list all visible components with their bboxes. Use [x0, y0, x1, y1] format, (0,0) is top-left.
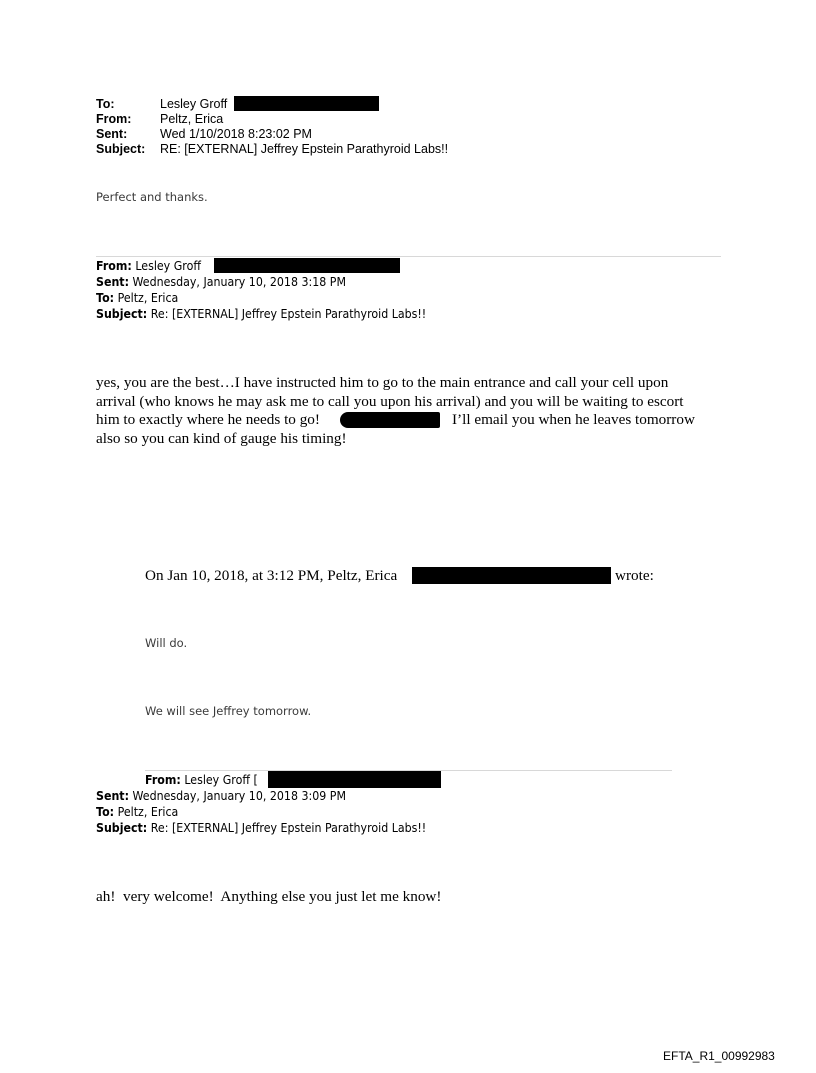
quoted1-subject-value: Re: [EXTERNAL] Jeffrey Epstein Parathyroid Labs!!	[150, 307, 427, 321]
quoted-header-3-from	[145, 772, 258, 788]
quoted3-subject-label: Subject:	[96, 821, 148, 835]
quoted3-sent-label: Sent:	[96, 789, 129, 803]
from-value: Peltz, Erica	[160, 112, 224, 126]
header-subject-row	[96, 141, 516, 157]
quoted1-sent-label: Sent:	[96, 275, 129, 289]
quoted3-from-row	[145, 772, 258, 788]
sent-label: Sent:	[96, 127, 128, 141]
sent-value: Wed 1/10/2018 8:23:02 PM	[160, 127, 312, 141]
subject-value: RE: [EXTERNAL] Jeffrey Epstein Parathyroid Labs!!	[160, 142, 449, 156]
redaction-box	[268, 771, 441, 788]
redaction-box	[214, 258, 400, 273]
quoted2-line: Will do.	[145, 636, 188, 650]
quoted3-to-label: To:	[96, 805, 115, 819]
quoted1-from-value: Lesley Groff	[135, 259, 201, 273]
quoted1-from-label: From:	[96, 259, 132, 273]
quoted1-body-line3-part-a: him to exactly where he needs to go!	[96, 411, 320, 428]
to-label: To:	[96, 97, 115, 111]
separator-line	[96, 256, 721, 257]
redaction-box	[234, 96, 379, 111]
quoted3-to-row	[96, 804, 426, 820]
quoted1-body-line: arrival (who knows he may ask me to call you upon his arrival) and you will be waiting to escort	[96, 392, 684, 410]
quoted-header-3	[96, 788, 426, 836]
redaction-box	[340, 412, 440, 428]
from-label: From:	[96, 112, 132, 126]
quoted2-attribution: On Jan 10, 2018, at 3:12 PM, Peltz, Erica	[145, 567, 398, 584]
quoted1-to-label: To:	[96, 291, 115, 305]
quoted1-sent-row	[96, 274, 426, 290]
quoted3-subject-row	[96, 820, 426, 836]
quoted3-sent-value: Wednesday, January 10, 2018 3:09 PM	[132, 789, 346, 803]
quoted3-body: ah! very welcome! Anything else you just let me know!	[96, 888, 442, 905]
header-from-row	[96, 111, 516, 127]
quoted3-from-label: From:	[145, 773, 181, 787]
quoted3-to-value: Peltz, Erica	[117, 805, 179, 819]
quoted2-attribution-end: wrote:	[615, 567, 654, 584]
quoted3-from-value: Lesley Groff [	[184, 773, 258, 787]
quoted1-body	[96, 374, 736, 448]
quoted1-to-row	[96, 290, 426, 306]
header-sent-row	[96, 126, 516, 142]
quoted1-subject-row	[96, 306, 426, 322]
quoted1-sent-value: Wednesday, January 10, 2018 3:18 PM	[132, 275, 346, 289]
subject-label: Subject:	[96, 142, 146, 156]
quoted3-sent-row	[96, 788, 426, 804]
redaction-box	[412, 567, 611, 584]
quoted1-to-value: Peltz, Erica	[117, 291, 179, 305]
quoted1-subject-label: Subject:	[96, 307, 148, 321]
to-value: Lesley Groff	[160, 97, 228, 111]
quoted2-line: We will see Jeffrey tomorrow.	[145, 704, 312, 718]
quoted3-subject-value: Re: [EXTERNAL] Jeffrey Epstein Parathyroid Labs!!	[150, 821, 427, 835]
document-id: EFTA_R1_00992983	[663, 1049, 775, 1063]
quoted1-body-line3-part-b: I’ll email you when he leaves tomorrow	[452, 411, 695, 428]
reply-body: Perfect and thanks.	[96, 190, 208, 204]
quoted1-body-line: yes, you are the best…I have instructed him to go to the main entrance and call your cell upon	[96, 374, 669, 391]
quoted1-body-line: also so you can kind of gauge his timing!	[96, 429, 347, 447]
